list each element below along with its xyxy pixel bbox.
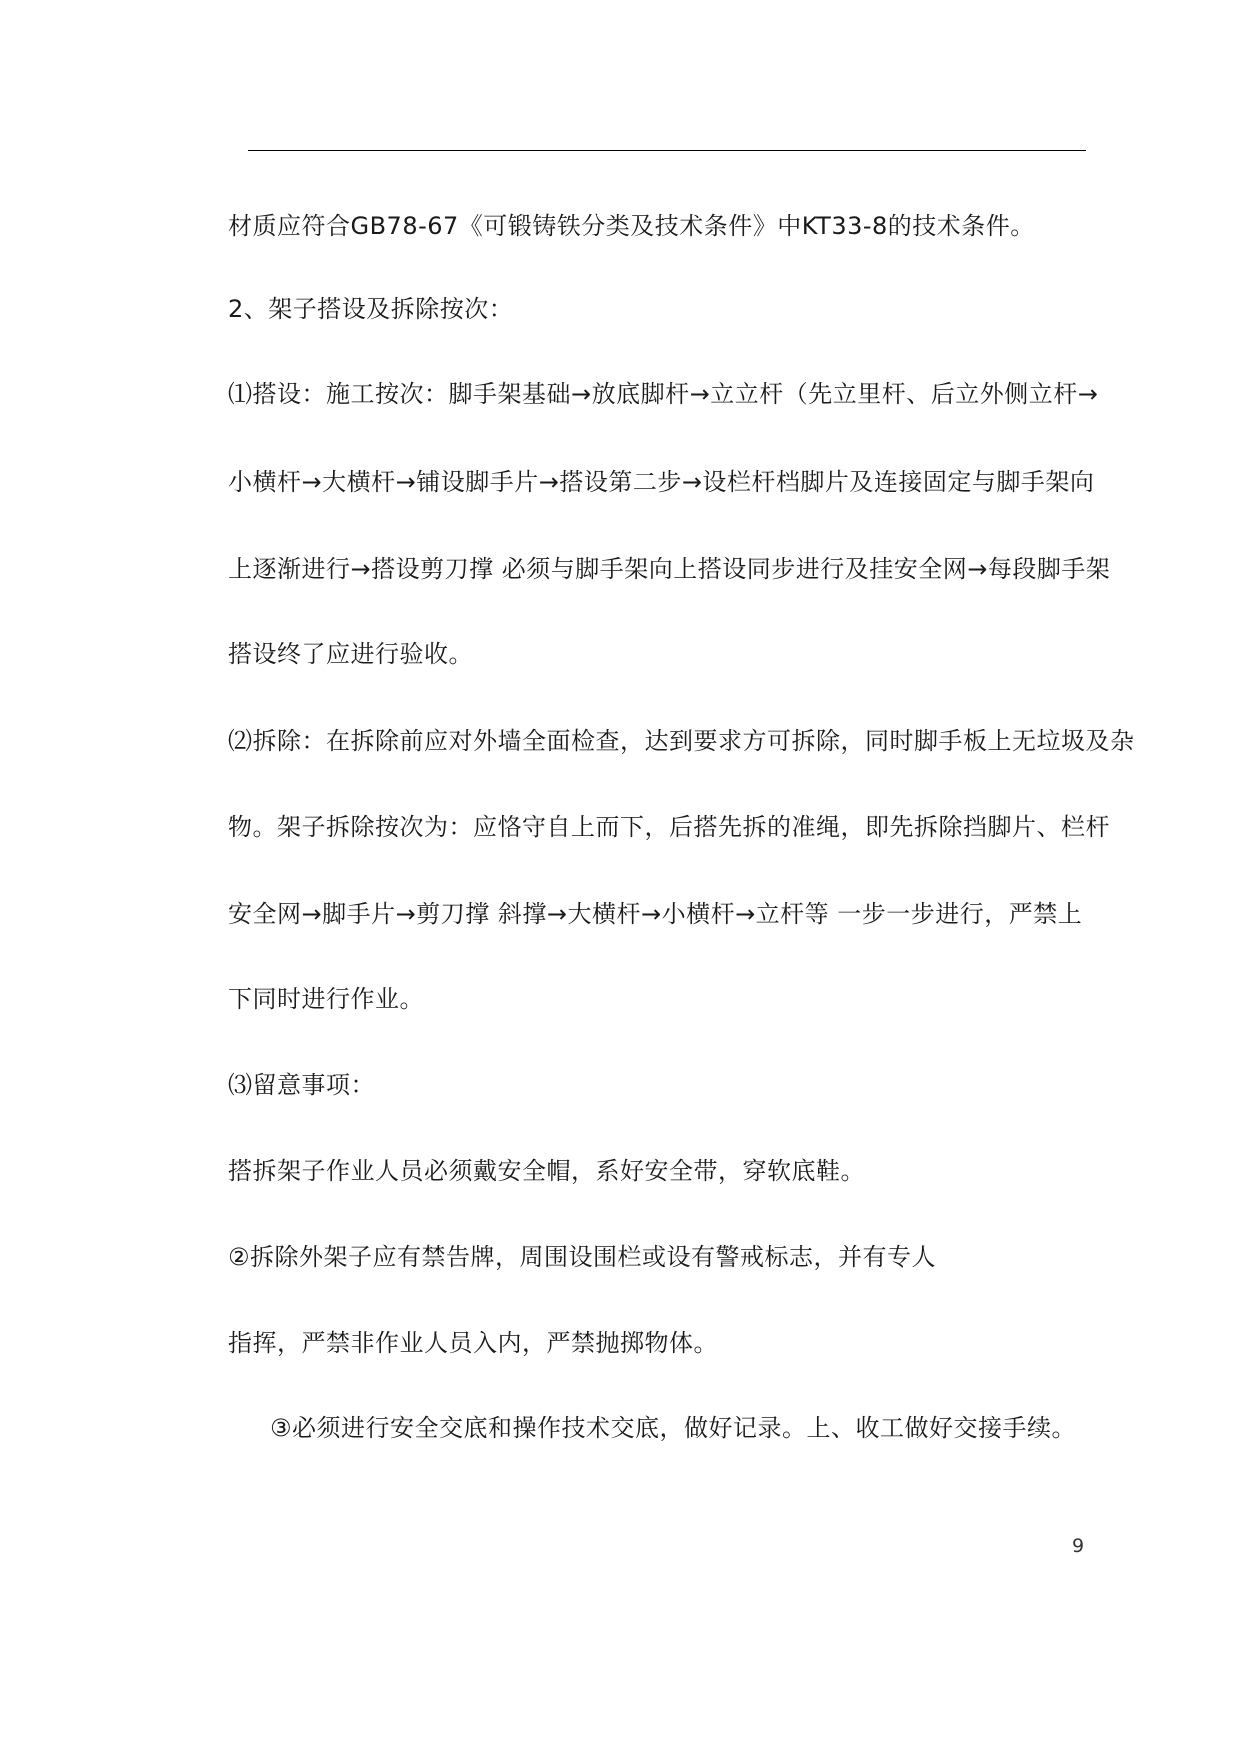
text-line-6: 搭设终了应进行验收。 [228,640,473,668]
section-heading-2: 2、架子搭设及拆除按次： [228,295,514,323]
text-line-10: 下同时进行作业。 [228,985,424,1013]
header-rule [248,150,1086,151]
text-line-14: 指挥，严禁非作业人员入内，严禁抛掷物体。 [228,1329,718,1357]
text-line-15: ③必须进行安全交底和操作技术交底，做好记录。上、收工做好交接手续。 [270,1414,1077,1442]
page-number: 9 [1072,1535,1085,1557]
text-line-7: ⑵拆除：在拆除前应对外墙全面检查，达到要求方可拆除，同时脚手板上无垃圾及杂 [228,727,1135,755]
text-line-5: 上逐渐进行→搭设剪刀撑 必须与脚手架向上搭设同步进行及挂安全网→每段脚手架 [228,555,1111,583]
text-line-9: 安全网→脚手片→剪刀撑 斜撑→大横杆→小横杆→立杆等 一步一步进行，严禁上 [228,900,1083,928]
text-line-3: ⑴搭设：施工按次：脚手架基础→放底脚杆→立立杆（先立里杆、后立外侧立杆→ [228,380,1099,408]
text-line-1: 材质应符合GB78-67《可锻铸铁分类及技术条件》中KT33-8的技术条件。 [228,212,1035,240]
text-line-4: 小横杆→大横杆→铺设脚手片→搭设第二步→设栏杆档脚片及连接固定与脚手架向 [228,468,1095,496]
text-line-11: ⑶留意事项： [228,1071,375,1099]
text-line-8: 物。架子拆除按次为：应恪守自上而下，后搭先拆的准绳，即先拆除挡脚片、栏杆 [228,813,1110,841]
text-line-12: 搭拆架子作业人员必须戴安全帽，系好安全带，穿软底鞋。 [228,1157,865,1185]
text-line-13: ②拆除外架子应有禁告牌，周围设围栏或设有警戒标志，并有专人 [228,1243,937,1271]
